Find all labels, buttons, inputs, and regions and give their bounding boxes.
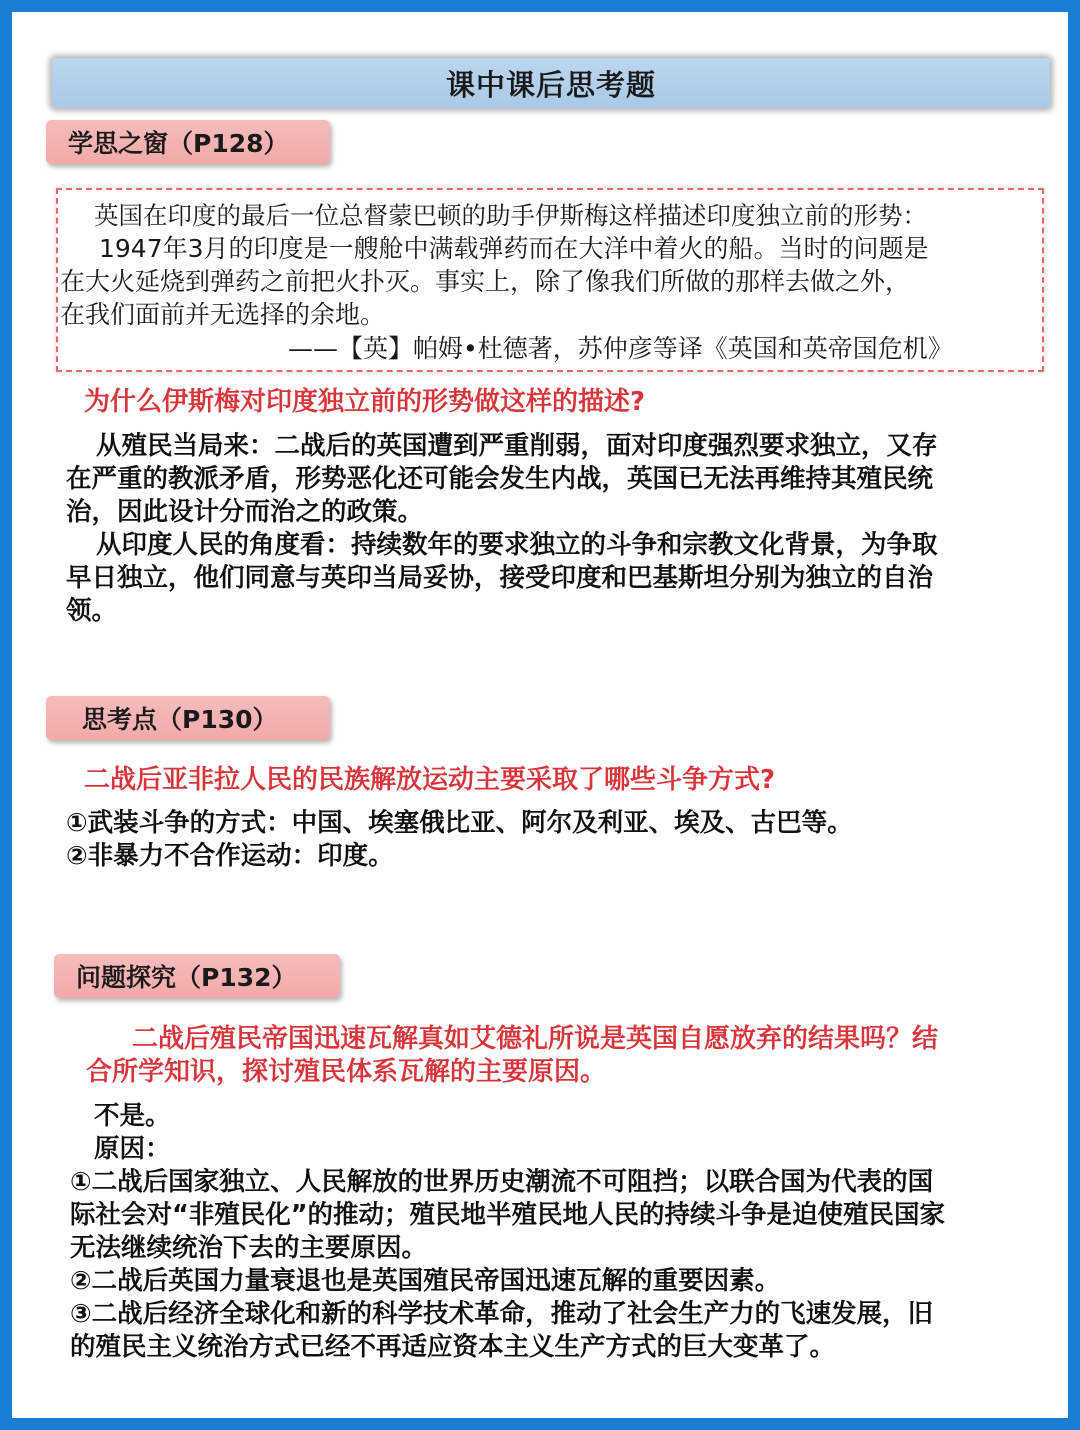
quote-line: 在大火延烧到弹药之前把火扑灭。事实上，除了像我们所做的那样去做之外， <box>60 267 911 296</box>
answer-line: 从印度人民的角度看：持续数年的要求独立的斗争和宗教文化背景，为争取 <box>96 530 938 560</box>
answer-line: 从殖民当局来：二战后的英国遭到严重削弱，面对印度强烈要求独立，又存 <box>96 431 938 461</box>
title-banner <box>52 58 1050 108</box>
answer-line: 在严重的教派矛盾，形势恶化还可能会发生内战，英国已无法再维持其殖民统 <box>66 464 934 494</box>
answer-line: 际社会对“非殖民化”的推动；殖民地半殖民地人民的持续斗争是迫使殖民国家 <box>70 1200 946 1230</box>
answer-line: ①武装斗争的方式：中国、埃塞俄比亚、阿尔及利亚、埃及、古巴等。 <box>66 808 853 838</box>
quote-line: 英国在印度的最后一位总督蒙巴顿的助手伊斯梅这样描述印度独立前的形势： <box>94 201 927 230</box>
question-text: 合所学知识，探讨殖民体系瓦解的主要原因。 <box>86 1057 607 1087</box>
quote-source: ——【英】帕姆•杜德著，苏仲彦等译《英国和英帝国危机》 <box>288 334 953 363</box>
answer-line: ①二战后国家独立、人民解放的世界历史潮流不可阻挡；以联合国为代表的国 <box>70 1167 934 1197</box>
question-text: 为什么伊斯梅对印度独立前的形势做这样的描述? <box>84 387 646 417</box>
answer-line: 无法继续统治下去的主要原因。 <box>70 1233 428 1263</box>
question-text: 二战后殖民帝国迅速瓦解真如艾德礼所说是英国自愿放弃的结果吗？结 <box>132 1024 939 1054</box>
answer-line: ②二战后英国力量衰退也是英国殖民帝国迅速瓦解的重要因素。 <box>70 1266 781 1296</box>
section-tag-xuesi: 学思之窗（P128） <box>46 120 330 164</box>
quote-line: 在我们面前并无选择的余地。 <box>60 300 386 329</box>
answer-line: 领。 <box>66 596 118 626</box>
page-title: 课中课后思考题 <box>445 67 656 102</box>
answer-line: 不是。 <box>94 1101 171 1131</box>
answer-line: 的殖民主义统治方式已经不再适应资本主义生产方式的巨大变革了。 <box>70 1332 836 1362</box>
answer-line: 原因： <box>94 1134 171 1164</box>
answer-line: ③二战后经济全球化和新的科学技术革命，推动了社会生产力的飞速发展，旧 <box>70 1299 934 1329</box>
quote-line: 1947年3月的印度是一艘舱中满载弹药而在大洋中着火的船。当时的问题是 <box>99 234 929 263</box>
question-text: 二战后亚非拉人民的民族解放运动主要采取了哪些斗争方式? <box>84 765 776 795</box>
section-tag-wenti: 问题探究（P132） <box>54 954 340 998</box>
answer-line: 治，因此设计分而治之的政策。 <box>66 497 424 527</box>
answer-line: ②非暴力不合作运动：印度。 <box>66 841 394 871</box>
section-tag-sikaodian: 思考点（P130） <box>46 696 330 740</box>
answer-line: 早日独立，他们同意与英印当局妥协，接受印度和巴基斯坦分别为独立的自治 <box>66 563 934 593</box>
